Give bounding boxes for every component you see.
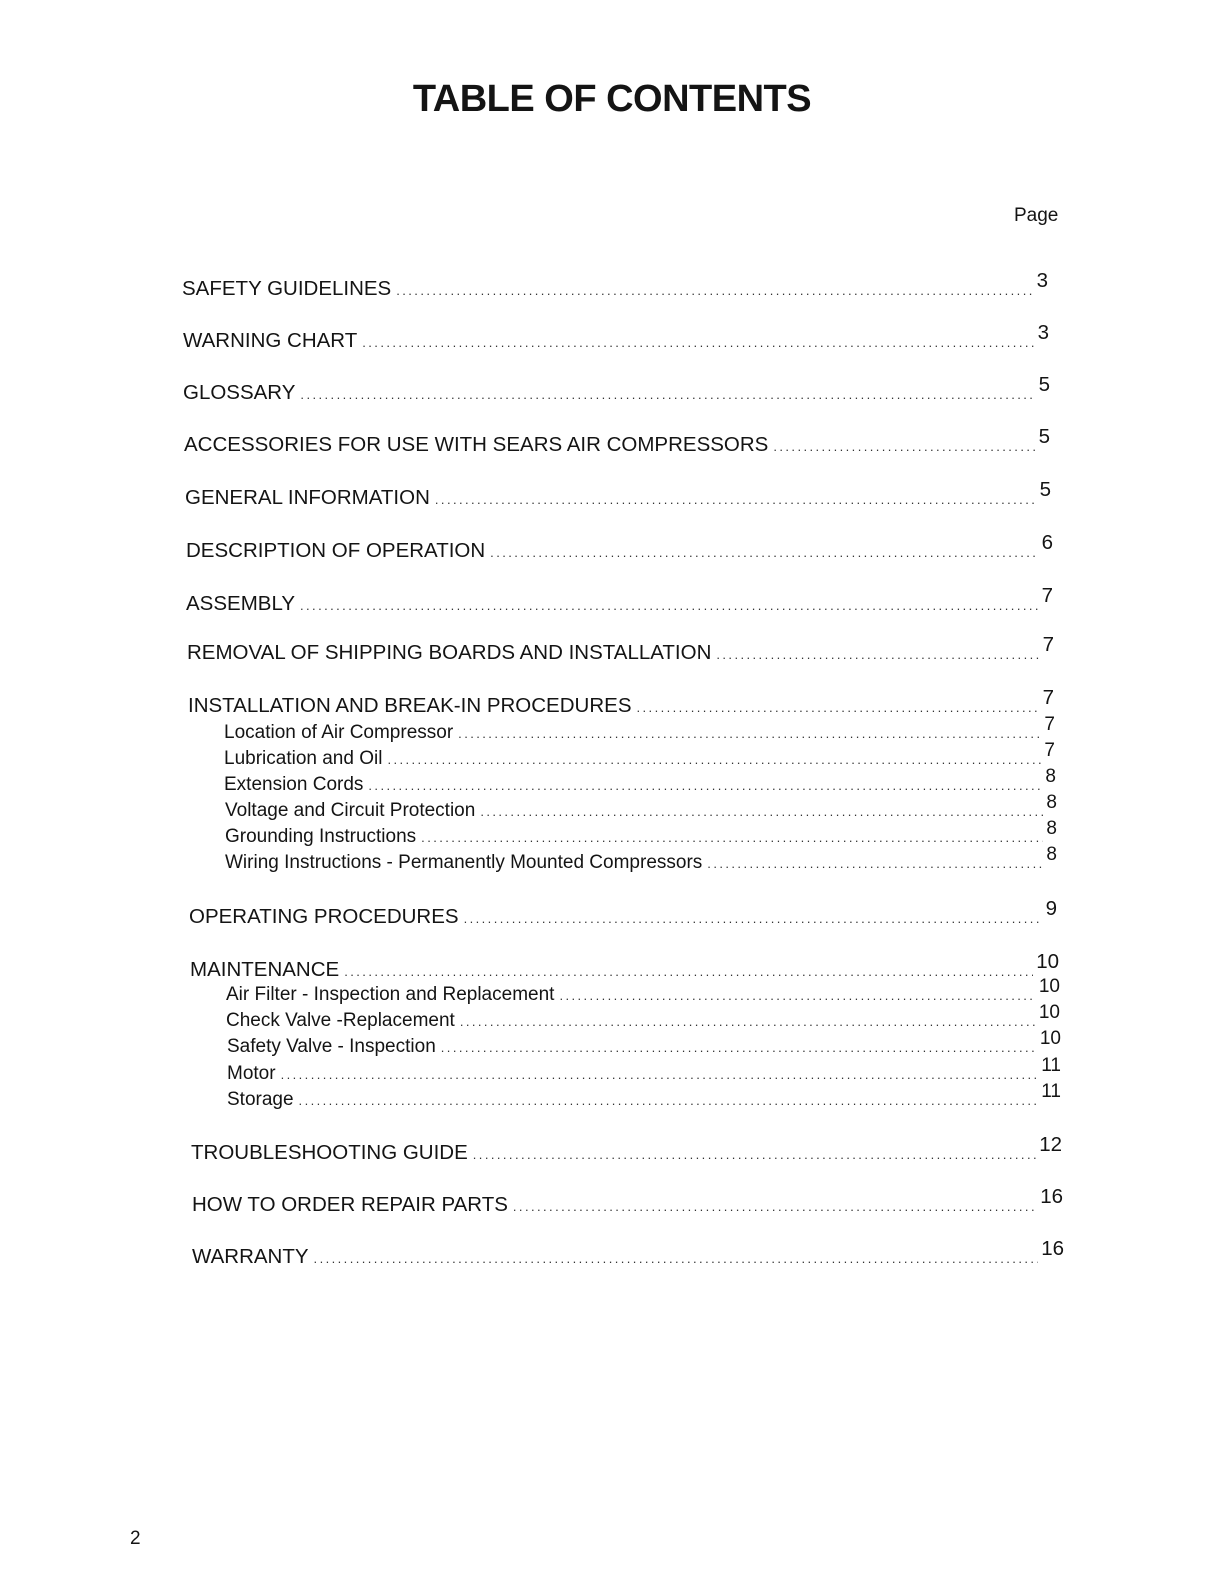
toc-subentry-page: 11 <box>1041 1081 1061 1102</box>
toc-entry[interactable] <box>190 950 1059 982</box>
toc-subentry-label: Air Filter - Inspection and Replacement <box>226 984 555 1005</box>
toc-entry-label: TROUBLESHOOTING GUIDE <box>191 1141 468 1164</box>
toc-subentry-page: 10 <box>1039 1028 1061 1049</box>
toc-entry-page: 7 <box>1041 584 1053 607</box>
dot-leader <box>300 598 1039 613</box>
toc-subentry[interactable] <box>227 1028 1061 1058</box>
toc-subentry-label: Wiring Instructions - Permanently Mounted Compressors <box>225 852 703 873</box>
toc-entry-label: OPERATING PROCEDURES <box>189 905 459 928</box>
toc-subentry-label: Safety Valve - Inspection <box>227 1036 436 1057</box>
dot-leader <box>490 545 1038 560</box>
dot-leader <box>464 911 1043 926</box>
toc-subentry[interactable] <box>224 740 1055 770</box>
toc-entry-label: GLOSSARY <box>183 381 296 404</box>
toc-entry-page: 16 <box>1040 1185 1063 1208</box>
toc-entry-page: 6 <box>1041 531 1053 554</box>
toc-subentry[interactable] <box>226 1002 1060 1032</box>
toc-entry[interactable] <box>189 897 1057 929</box>
dot-leader <box>480 804 1043 819</box>
toc-subentry[interactable] <box>227 1081 1061 1111</box>
toc-subentry-label: Grounding Instructions <box>225 826 417 847</box>
dot-leader <box>773 439 1035 454</box>
dot-leader <box>460 1014 1036 1029</box>
dot-leader <box>344 964 1033 979</box>
toc-subentry[interactable] <box>225 792 1057 822</box>
toc-entry-page: 3 <box>1037 321 1049 344</box>
toc-entry-label: ASSEMBLY <box>186 592 295 615</box>
toc-entry-label: DESCRIPTION OF OPERATION <box>186 539 486 562</box>
toc-entry-page: 5 <box>1038 373 1050 396</box>
toc-entry-label: WARRANTY <box>192 1245 309 1268</box>
toc-entry-page: 9 <box>1045 897 1057 920</box>
dot-leader <box>513 1199 1037 1214</box>
dot-leader <box>435 492 1037 507</box>
toc-entry-page: 7 <box>1042 633 1054 656</box>
dot-leader <box>637 700 1040 715</box>
toc-entry-page: 16 <box>1041 1237 1064 1260</box>
toc-subentry-label: Voltage and Circuit Protection <box>225 800 476 821</box>
page-column-header: Page <box>1014 205 1059 226</box>
toc-entry-page: 5 <box>1038 425 1050 448</box>
toc-subentry-page: 10 <box>1038 976 1060 997</box>
toc-entry[interactable] <box>182 269 1048 301</box>
toc-entry-label: HOW TO ORDER REPAIR PARTS <box>192 1193 508 1216</box>
toc-entry[interactable] <box>188 686 1054 718</box>
toc-entry-label: ACCESSORIES FOR USE WITH SEARS AIR COMPRESSORS <box>184 433 769 456</box>
toc-subentry-page: 10 <box>1038 1002 1060 1023</box>
dot-leader <box>368 778 1042 793</box>
toc-subentry-page: 7 <box>1044 714 1055 735</box>
toc-subentry[interactable] <box>225 844 1057 874</box>
page-title: TABLE OF CONTENTS <box>412 78 812 120</box>
toc-entry[interactable] <box>186 531 1053 563</box>
toc-subentry[interactable] <box>224 766 1056 796</box>
toc-subentry[interactable] <box>227 1055 1061 1085</box>
dot-leader <box>473 1147 1036 1162</box>
toc-subentry-label: Check Valve -Replacement <box>226 1010 455 1031</box>
dot-leader <box>716 647 1039 662</box>
dot-leader <box>441 1040 1037 1055</box>
dot-leader <box>281 1067 1039 1082</box>
toc-entry[interactable] <box>183 373 1050 405</box>
toc-entry-label: MAINTENANCE <box>190 958 340 981</box>
dot-leader <box>300 387 1035 402</box>
toc-entry[interactable] <box>184 425 1050 457</box>
toc-subentry-label: Lubrication and Oil <box>224 748 383 769</box>
dot-leader <box>707 856 1043 871</box>
toc-entry[interactable] <box>186 584 1053 616</box>
toc-entry-label: GENERAL INFORMATION <box>185 486 430 509</box>
toc-subentry[interactable] <box>225 818 1057 848</box>
toc-subentry-page: 8 <box>1046 792 1057 813</box>
toc-subentry-label: Motor <box>227 1063 276 1084</box>
dot-leader <box>559 988 1035 1003</box>
toc-entry[interactable] <box>192 1237 1064 1269</box>
dot-leader <box>387 752 1041 767</box>
toc-entry-label: INSTALLATION AND BREAK-IN PROCEDURES <box>188 694 632 717</box>
dot-leader <box>299 1093 1039 1108</box>
toc-subentry[interactable] <box>224 714 1055 744</box>
toc-subentry-label: Extension Cords <box>224 774 364 795</box>
toc-subentry-page: 8 <box>1046 844 1057 865</box>
toc-entry[interactable] <box>187 633 1054 665</box>
dot-leader <box>362 335 1034 350</box>
toc-subentry-page: 11 <box>1041 1055 1061 1076</box>
toc-entry[interactable] <box>185 478 1051 510</box>
toc-entry-page: 7 <box>1042 686 1054 709</box>
dot-leader <box>314 1251 1039 1266</box>
toc-subentry-page: 8 <box>1046 818 1057 839</box>
toc-subentry-label: Location of Air Compressor <box>224 722 454 743</box>
toc-entry-page: 3 <box>1036 269 1048 292</box>
page-number: 2 <box>130 1528 141 1549</box>
toc-subentry[interactable] <box>226 976 1060 1006</box>
dot-leader <box>396 283 1033 298</box>
dot-leader <box>458 726 1041 741</box>
toc-entry-page: 10 <box>1036 950 1059 973</box>
toc-entry[interactable] <box>183 321 1049 353</box>
toc-entry-page: 5 <box>1039 478 1051 501</box>
toc-entry[interactable] <box>191 1133 1062 1165</box>
toc-entry-label: REMOVAL OF SHIPPING BOARDS AND INSTALLATION <box>187 641 712 664</box>
toc-entry-page: 12 <box>1039 1133 1062 1156</box>
toc-entry[interactable] <box>192 1185 1063 1217</box>
dot-leader <box>421 830 1043 845</box>
toc-entry-label: WARNING CHART <box>183 329 358 352</box>
toc-entry-label: SAFETY GUIDELINES <box>182 277 392 300</box>
toc-subentry-label: Storage <box>227 1089 294 1110</box>
toc-subentry-page: 8 <box>1045 766 1056 787</box>
toc-subentry-page: 7 <box>1044 740 1055 761</box>
